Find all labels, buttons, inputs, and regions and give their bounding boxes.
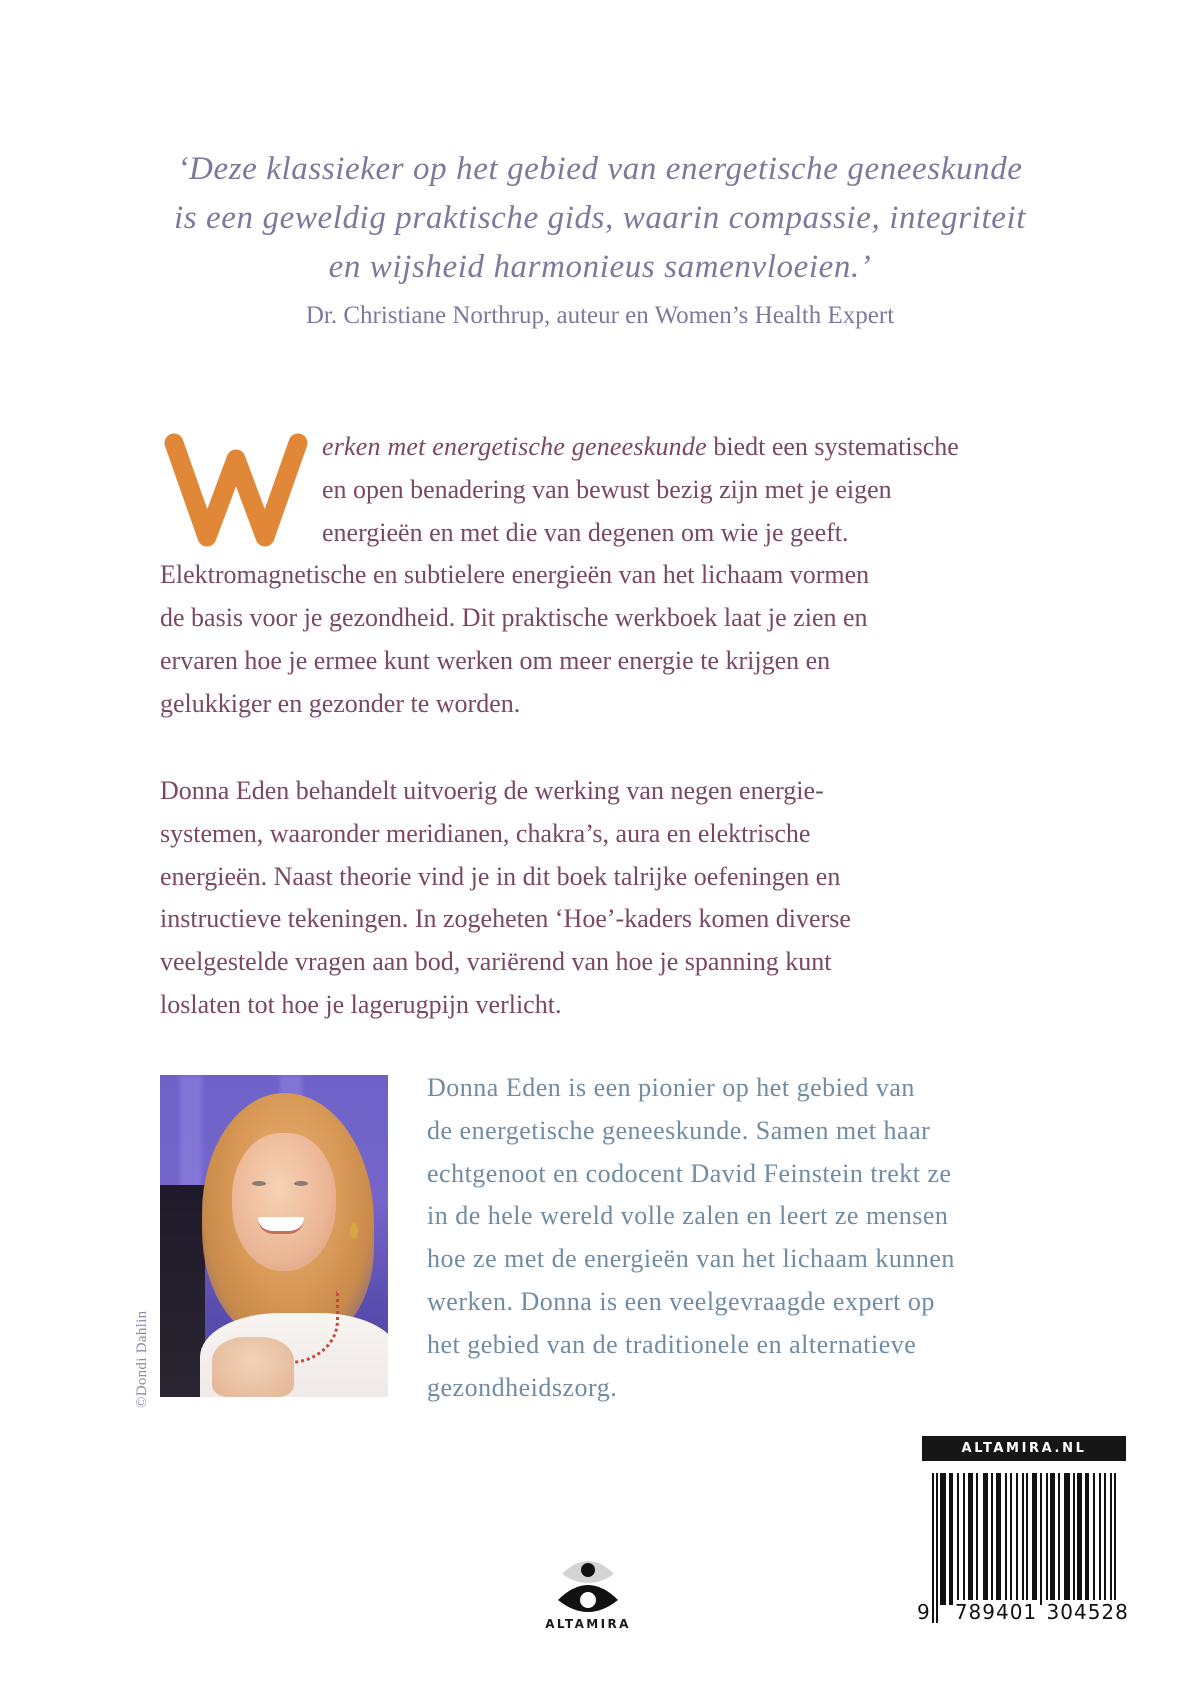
bio-line: hoe ze met de energieën van het lichaam kunnen bbox=[427, 1244, 955, 1274]
quote-line-3: en wijsheid harmonieus samenvloeien.’ bbox=[328, 249, 872, 285]
description-line: Donna Eden behandelt uitvoerig de werking van negen energie- bbox=[160, 776, 824, 805]
author-bio bbox=[427, 1067, 1067, 1409]
photo-bg-detail bbox=[180, 1075, 202, 1195]
bio-line: de energetische geneeskunde. Samen met haar bbox=[427, 1115, 931, 1145]
photo-earring bbox=[350, 1223, 358, 1239]
description-paragraph bbox=[160, 770, 1030, 1027]
description-line: veelgestelde vragen aan bod, variërend van hoe je spanning kunt bbox=[160, 947, 832, 977]
quote-line-1: ‘Deze klassieker op het gebied van energetische geneeskunde bbox=[177, 151, 1023, 187]
photo-credit: ©Dondi Dahlin bbox=[134, 1310, 150, 1408]
bio-line: werken. Donna is een veelgevraagde expert op bbox=[427, 1286, 935, 1316]
intro-line-3: energieën en met die van degenen om wie je geeft. bbox=[322, 517, 849, 547]
intro-line-6: ervaren hoe je ermee kunt werken om meer energie te krijgen en bbox=[160, 645, 831, 675]
quote-line-2: is een geweldig praktische gids, waarin compassie, integriteit bbox=[173, 200, 1027, 236]
author-photo bbox=[160, 1075, 388, 1397]
book-title-italic: erken met energetische geneeskunde bbox=[322, 432, 707, 461]
bio-line: echtgenoot en codocent David Feinstein trekt ze bbox=[427, 1158, 952, 1188]
intro-line-5: de basis voor je gezondheid. Dit praktische werkboek laat je zien en bbox=[160, 603, 868, 633]
bio-line: het gebied van de traditionele en alternatieve bbox=[427, 1329, 917, 1359]
endorsement-quote bbox=[150, 145, 1050, 336]
isbn-group-1: 789401 bbox=[954, 1600, 1038, 1624]
intro-line-4: Elektromagnetische en subtielere energieën van het lichaam vormen bbox=[160, 560, 870, 590]
publisher-website-label: ALTAMIRA.NL bbox=[922, 1436, 1126, 1461]
isbn-prefix: 9 bbox=[917, 1600, 931, 1624]
intro-line-2: en open benadering van bewust bezig zijn met je eigen bbox=[322, 474, 892, 504]
photo-hands bbox=[212, 1337, 294, 1397]
intro-line-1: erken met energetische geneeskunde biedt een systematische bbox=[322, 432, 959, 461]
bio-line: gezondheidszorg. bbox=[427, 1372, 618, 1402]
photo-eye bbox=[252, 1181, 266, 1186]
description-line: instructieve tekeningen. In zogeheten ‘Hoe’-kaders komen diverse bbox=[160, 904, 851, 934]
photo-eye bbox=[294, 1181, 308, 1186]
photo-bg-dark bbox=[160, 1185, 205, 1397]
quote-attribution: Dr. Christiane Northrup, auteur en Women’s Health Expert bbox=[305, 302, 895, 329]
photo-face bbox=[232, 1133, 336, 1271]
bio-line: Donna Eden is een pionier op het gebied van bbox=[427, 1073, 915, 1102]
description-line: systemen, waaronder meridianen, chakra’s, aura en elektrische bbox=[160, 818, 811, 848]
isbn-number bbox=[916, 1600, 1130, 1624]
publisher-name: ALTAMIRA bbox=[545, 1617, 631, 1631]
isbn-group-2: 304528 bbox=[1046, 1600, 1129, 1624]
intro-line-7: gelukkiger en gezonder te worden. bbox=[160, 688, 521, 718]
bio-line: in de hele wereld volle zalen en leert ze mensen bbox=[427, 1201, 949, 1231]
description-line: energieën. Naast theorie vind je in dit boek talrijke oefeningen en bbox=[160, 861, 841, 891]
description-line: loslaten tot hoe je lagerugpijn verlicht. bbox=[160, 989, 562, 1019]
intro-paragraph bbox=[160, 426, 1030, 726]
